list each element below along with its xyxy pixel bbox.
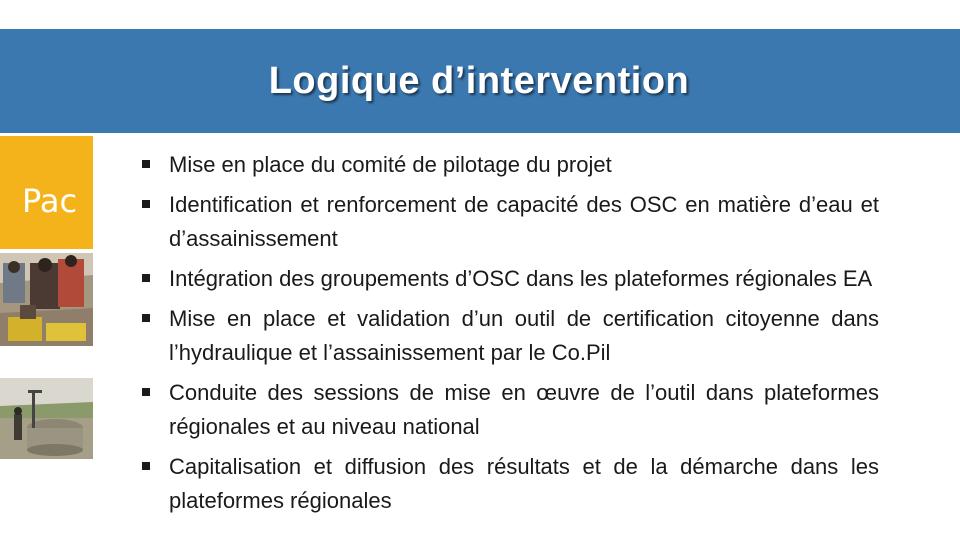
bullet-text: Mise en place du comité de pilotage du projet — [169, 152, 612, 177]
side-label-box — [0, 136, 93, 249]
list-item — [142, 450, 879, 518]
list-item — [142, 302, 879, 370]
title-bar — [0, 29, 960, 133]
bullet-list — [142, 148, 879, 524]
list-item — [142, 148, 879, 182]
square-bullet-icon — [142, 388, 150, 396]
square-bullet-icon — [142, 274, 150, 282]
side-label: Pac — [22, 182, 78, 220]
list-item — [142, 262, 879, 296]
bullet-text: Mise en place et validation d’un outil de certification citoyenne dans l’hydraulique et l’assainissement par le Co.Pil — [169, 306, 879, 365]
square-bullet-icon — [142, 314, 150, 322]
bullet-text: Conduite des sessions de mise en œuvre de l’outil dans plateformes régionales et au niveau national — [169, 380, 879, 439]
square-bullet-icon — [142, 462, 150, 470]
list-item — [142, 376, 879, 444]
list-item — [142, 188, 879, 256]
square-bullet-icon — [142, 160, 150, 168]
bullet-text: Identification et renforcement de capacité des OSC en matière d’eau et d’assainissement — [169, 192, 879, 251]
slide-title: Logique d’intervention — [268, 59, 690, 102]
photo-people-at-water-point — [0, 253, 93, 346]
bullet-text: Capitalisation et diffusion des résultats et de la démarche dans les plateformes régionales — [169, 454, 879, 513]
bullet-text: Intégration des groupements d’OSC dans les plateformes régionales EA — [169, 266, 873, 291]
photo-well — [0, 378, 93, 459]
square-bullet-icon — [142, 200, 150, 208]
